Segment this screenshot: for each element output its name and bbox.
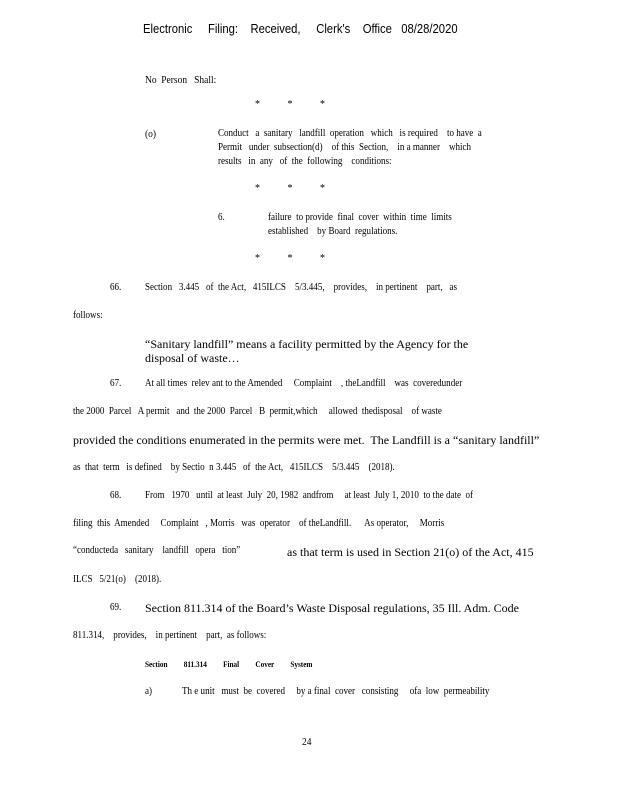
paragraph-number: 66.: [110, 282, 122, 293]
paragraph-line: provided the conditions enumerated in the permits were met. The Landfill is a “sanitary landfill”: [73, 433, 540, 447]
paragraph-line: 811.314, provides, in pertinent part, as follows:: [73, 630, 267, 641]
ellipsis-stars: * * *: [255, 253, 325, 264]
paragraph-line: Section 811.314 of the Board’s Waste Disposal regulations, 35 Ill. Adm. Code: [145, 601, 519, 615]
paragraph-line: Section 3.445 of the Act, 415ILCS 5/3.445, provides, in pertinent part, as: [145, 282, 458, 293]
paragraph-line: as that term is used in Section 21(o) of the Act, 415: [287, 545, 534, 559]
paragraph-line: the 2000 Parcel A permit and the 2000 Parcel B permit,which allowed thedisposal of waste: [73, 406, 442, 417]
item-line: results in any of the following conditions:: [218, 156, 392, 167]
sub-item-line: failure to provide final cover within time limits: [268, 212, 452, 223]
paragraph-line: “conducteda sanitary landfill opera tion”: [73, 545, 241, 556]
paragraph-line: follows:: [73, 310, 103, 321]
paragraph-number: 68.: [110, 490, 122, 501]
quote-intro: No Person Shall:: [145, 74, 217, 86]
item-line: Permit under subsection(d) of this Section, in a manner which: [218, 142, 472, 153]
quote-line: “Sanitary landfill” means a facility permitted by the Agency for the: [145, 337, 469, 351]
paragraph-line: From 1970 until at least July 20, 1982 andfrom at least July 1, 2010 to the date of: [145, 490, 474, 501]
ellipsis-stars: * * *: [255, 183, 325, 194]
item-label: (o): [145, 128, 157, 140]
item-line: Conduct a sanitary landfill operation which is required to have a: [218, 128, 482, 139]
paragraph-line: as that term is defined by Sectio n 3.445 of the Act, 415ILCS 5/3.445 (2018).: [73, 462, 395, 473]
paragraph-number: 67.: [110, 378, 122, 389]
sub-item-line: Th e unit must be covered by a final cover consisting ofa low permeability: [182, 686, 490, 697]
page-number: 24: [302, 736, 312, 748]
paragraph-line: At all times relev ant to the Amended Complaint , theLandfill was coveredunder: [145, 378, 463, 389]
quote-line: disposal of waste…: [145, 351, 240, 365]
filing-stamp-header: Electronic Filing: Received, Clerk's Office 08/28/2020: [143, 22, 458, 36]
paragraph-line: ILCS 5/21(o) (2018).: [73, 574, 162, 585]
sub-item-line: established by Board regulations.: [268, 226, 398, 237]
paragraph-line: filing this Amended Complaint , Morris was operator of theLandfill. As operator, Morris: [73, 518, 445, 529]
sub-item-label: 6.: [218, 212, 225, 223]
paragraph-number: 69.: [110, 602, 122, 613]
sub-item-label: a): [145, 686, 153, 697]
ellipsis-stars: * * *: [255, 99, 325, 110]
section-heading: Section 811.314 Final Cover System: [145, 659, 313, 669]
